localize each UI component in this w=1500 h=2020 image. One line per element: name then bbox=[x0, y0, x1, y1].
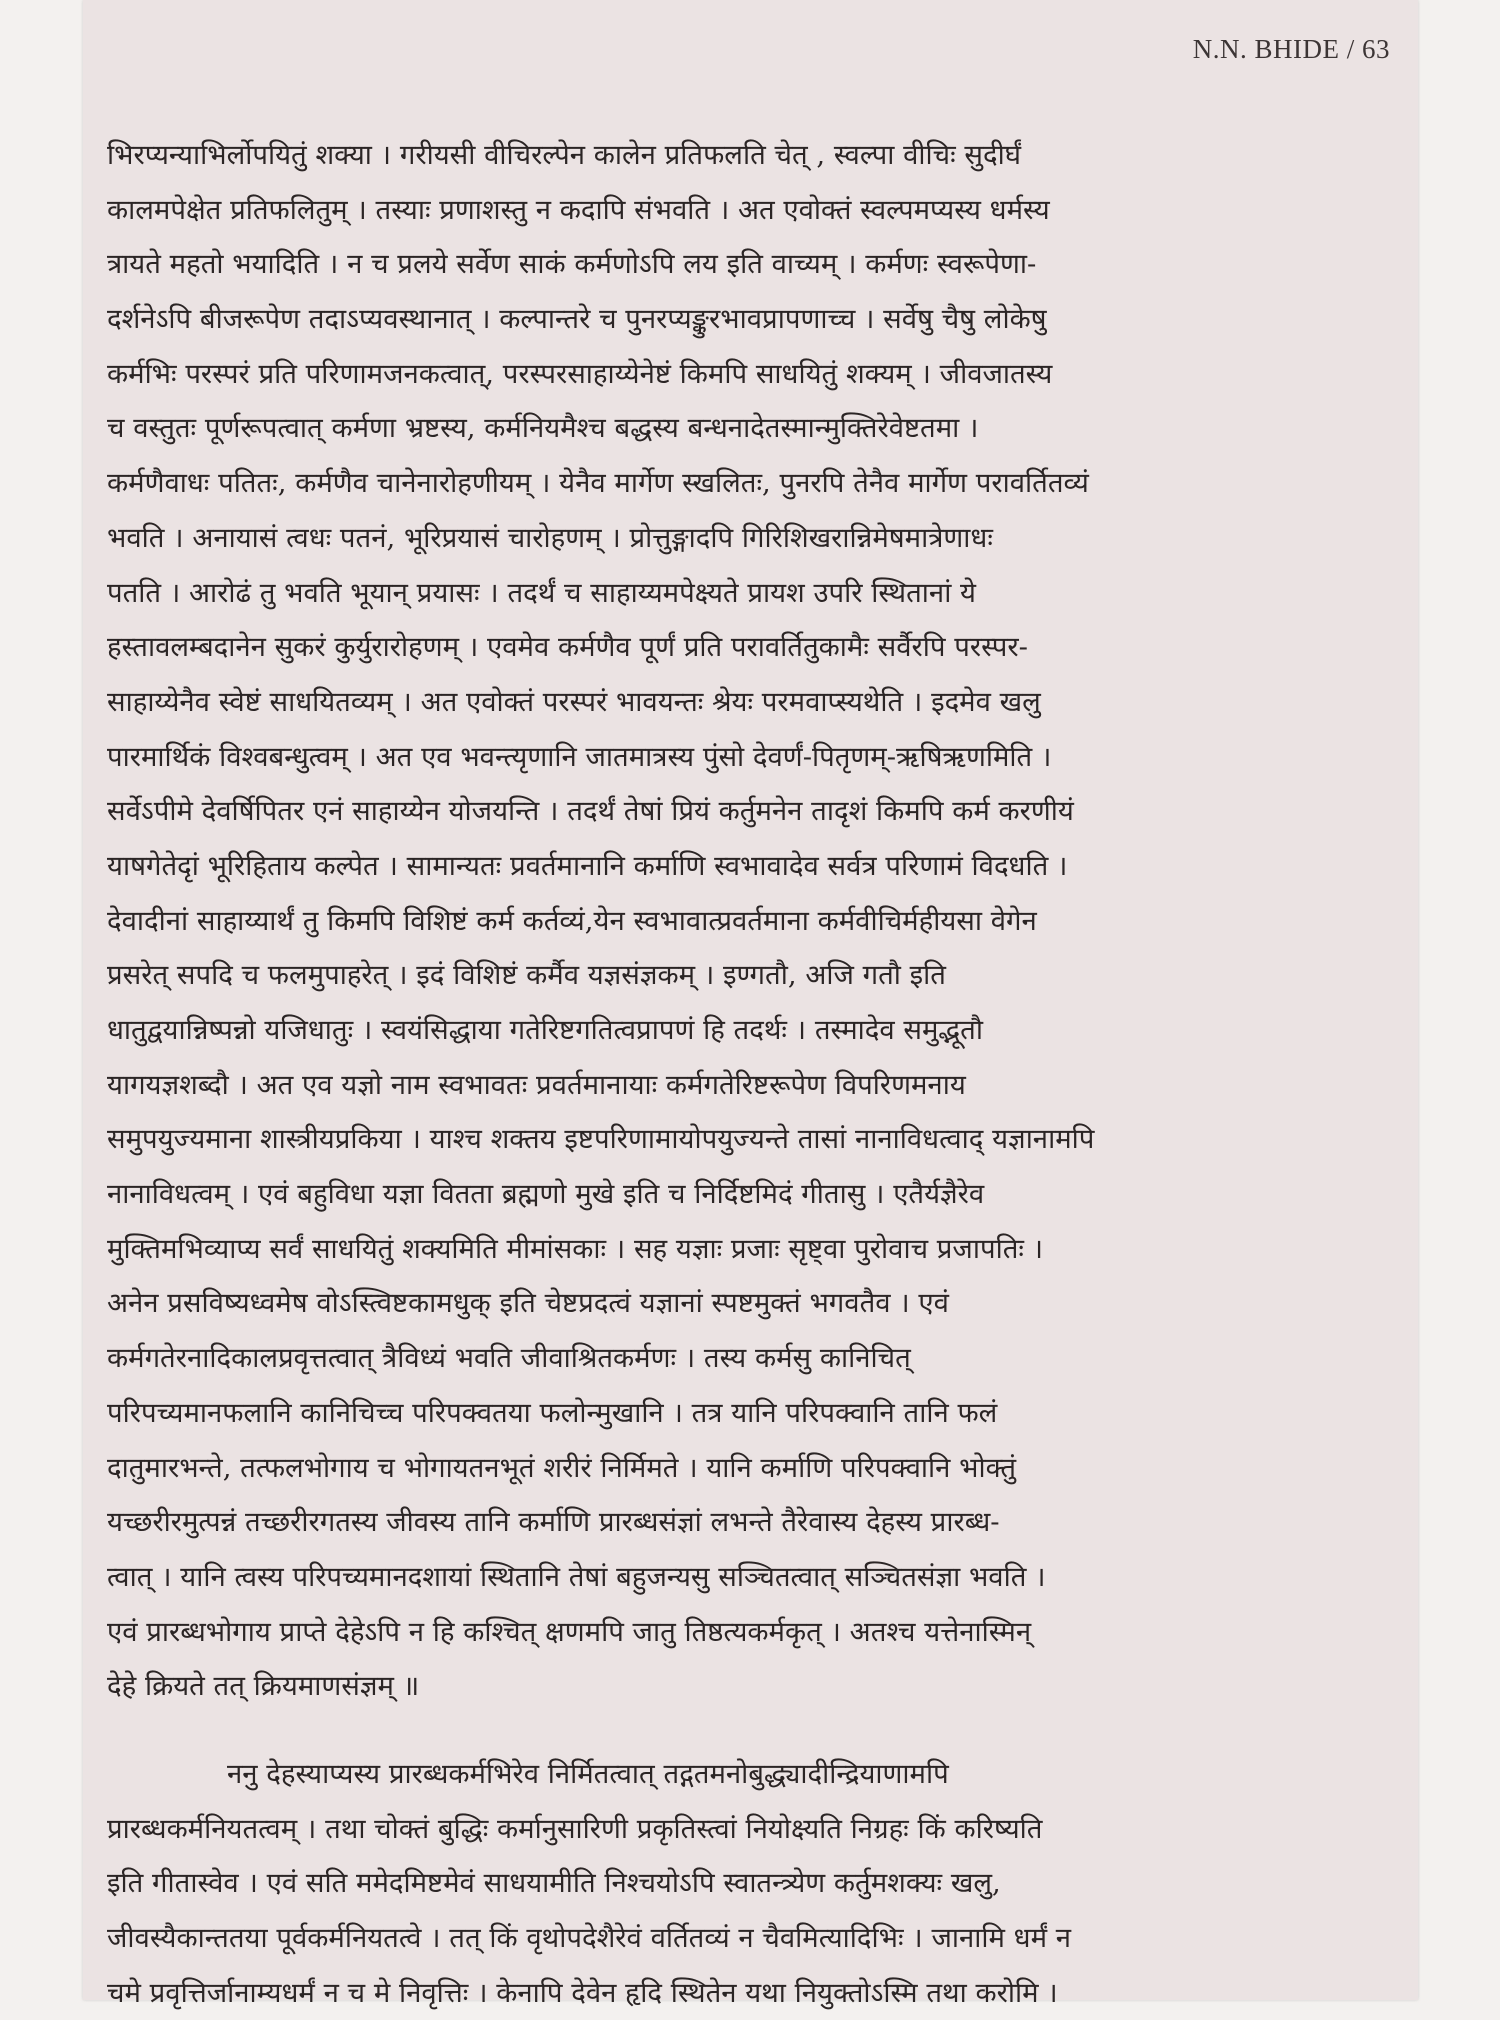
text-line: याषगेतेदृां भूरिहिताय कल्पेत । सामान्यतः प्रवर्तमानानि कर्माणि स्वभावादेव सर्वत्र परिणामं विदधति । bbox=[107, 849, 1068, 882]
text-line: धातुद्वयान्निष्पन्नो यजिधातुः । स्वयंसिद्धाया गतेरिष्टगतित्वप्रापणं हि तदर्थः । तस्मादेव समुद्भूतौ bbox=[107, 1014, 983, 1046]
text-line: यागयज्ञशब्दौ । अत एव यज्ञो नाम स्वभावतः प्रवर्तमानायाः कर्मगतेरिष्टरूपेण विपरिणमनाय bbox=[107, 1068, 966, 1101]
text-line: परिपच्यमानफलानि कानिचिच्च परिपक्वतया फलोन्मुखानि । तत्र यानि परिपक्वानि तानि फलं bbox=[107, 1396, 998, 1429]
text-line: प्रारब्धकर्मनियतत्वम् । तथा चोक्तं बुद्धिः कर्मानुसारिणी प्रकृतिस्त्वां नियोक्ष्यति निग्रहः किं करिष्यति bbox=[107, 1812, 1043, 1845]
page-header: N.N. BHIDE / 63 bbox=[1192, 34, 1390, 64]
text-line: एवं प्रारब्धभोगाय प्राप्ते देहेऽपि न हि कश्चित् क्षणमपि जातु तिष्ठत्यकर्मकृत् । अतश्च यत्तेनास्मिन् bbox=[107, 1615, 1032, 1648]
paragraph-2 bbox=[107, 1747, 1397, 2020]
text-line: मुक्तिमभिव्याप्य सर्वं साधयितुं शक्यमिति मीमांसकाः । सह यज्ञाः प्रजाः सृष्ट्वा पुरोवाच प्रजापतिः । bbox=[107, 1232, 1044, 1265]
text-line: पतति । आरोढं तु भवति भूयान् प्रयासः । तदर्थं च साहाय्यमपेक्ष्यते प्रायश उपरि स्थितानां ये bbox=[107, 576, 977, 609]
text-line: कर्मभिः परस्परं प्रति परिणामजनकत्वात्, परस्परसाहाय्येनेष्टं किमपि साधयितुं शक्यम् । जीवजातस्य bbox=[107, 357, 1053, 390]
text-line: पारमार्थिकं विश्वबन्धुत्वम् । अत एव भवन्त्यृणानि जातमात्रस्य पुंसो देवर्णं-पितृणम्-ऋषिऋणमिति । bbox=[107, 740, 1052, 773]
text-line: समुपयुज्यमाना शास्त्रीयप्रकिया । याश्च शक्तय इष्टपरिणामायोपयुज्यन्ते तासां नानाविधत्वाद् यज्ञानामपि bbox=[107, 1123, 1095, 1156]
text-line: त्रायते महतो भयादिति । न च प्रलये सर्वेण साकं कर्मणोऽपि लय इति वाच्यम् । कर्मणः स्वरूपेणा- bbox=[107, 248, 1037, 281]
text-line: भवति । अनायासं त्वधः पतनं, भूरिप्रयासं चारोहणम् । प्रोत्तुङ्गादपि गिरिशिखरान्निमेषमात्रेणाधः bbox=[107, 521, 993, 554]
book-page bbox=[83, 0, 1418, 2009]
text-line: ननु देहस्याप्यस्य प्रारब्धकर्मभिरेव निर्मितत्वात् तद्गतमनोबुद्ध्यादीन्द्रियाणामपि bbox=[227, 1757, 949, 1790]
text-line: जीवस्यैकान्ततया पूर्वकर्मनियतत्वे । तत् किं वृथोपदेशैरेवं वर्तितव्यं न चैवमित्यादिभिः । जानामि धर्मं न bbox=[107, 1922, 1072, 1954]
text-line: अनेन प्रसविष्यध्वमेष वोऽस्त्विष्टकामधुक् इति चेष्टप्रदत्वं यज्ञानां स्पष्टमुक्तं भगवतैव । एवं bbox=[107, 1287, 949, 1320]
text-line: कर्मगतेरनादिकालप्रवृत्तत्वात् त्रैविध्यं भवति जीवाश्रितकर्मणः । तस्य कर्मसु कानिचित् bbox=[107, 1342, 911, 1375]
paragraph-gap bbox=[107, 1714, 1397, 1747]
text-line: चमे प्रवृत्तिर्जानाम्यधर्मं न च मे निवृत्तिः । केनापि देवेन हृदि स्थितेन यथा नियुक्तोऽस्मि तथा करोमि । bbox=[107, 1976, 1058, 2009]
text-line: देवादीनां साहाय्यार्थं तु किमपि विशिष्टं कर्म कर्तव्यं,येन स्वभावात्प्रवर्तमाना कर्मवीचिर्महीयसा वेगेन bbox=[107, 904, 1037, 937]
text-line: प्रसरेत् सपदि च फलमुपाहरेत् । इदं विशिष्टं कर्मैव यज्ञसंज्ञकम् । इण्गतौ, अजि गतौ इति bbox=[107, 959, 946, 992]
text-line: दर्शनेऽपि बीजरूपेण तदाऽप्यवस्थानात् । कल्पान्तरे च पुनरप्यङ्कुरभावप्रापणाच्च । सर्वेषु चैषु लोकेषु bbox=[107, 303, 1047, 336]
text-line: नानाविधत्वम् । एवं बहुविधा यज्ञा वितता ब्रह्मणो मुखे इति च निर्दिष्टमिदं गीतासु । एतैर्यज्ञैरेव bbox=[107, 1178, 985, 1211]
text-line: देहे क्रियते तत् क्रियमाणसंज्ञम् ॥ bbox=[107, 1670, 420, 1703]
text-line: भिरप्यन्याभिर्लोपयितुं शक्या । गरीयसी वीचिरल्पेन कालेन प्रतिफलति चेत् , स्वल्पा वीचिः सुदीर्घं bbox=[107, 139, 1021, 171]
paragraph-1 bbox=[107, 128, 1397, 1714]
text-line: च वस्तुतः पूर्णरूपत्वात् कर्मणा भ्रष्टस्य, कर्मनियमैश्च बद्धस्य बन्धनादेतस्मान्मुक्तिरेवेष्टतमा । bbox=[107, 412, 979, 445]
text-line: हस्तावलम्बदानेन सुकरं कुर्युरारोहणम् । एवमेव कर्मणैव पूर्णं प्रति परावर्तितुकामैः सर्वैरपि परस्पर- bbox=[107, 631, 1028, 664]
text-line: त्वात् । यानि त्वस्य परिपच्यमानदशायां स्थितानि तेषां बहुजन्यसु सञ्चितत्वात् सञ्चितसंज्ञा भवति । bbox=[107, 1560, 1046, 1593]
text-line: दातुमारभन्ते, तत्फलभोगाय च भोगायतनभूतं शरीरं निर्मिमते । यानि कर्माणि परिपक्वानि भोक्तुं bbox=[107, 1451, 1016, 1484]
text-line: यच्छरीरमुत्पन्नं तच्छरीरगतस्य जीवस्य तानि कर्माणि प्रारब्धसंज्ञां लभन्ते तैरेवास्य देहस्य प्रारब्ध- bbox=[107, 1506, 1000, 1539]
text-line: साहाय्येनैव स्वेष्टं साधयितव्यम् । अत एवोक्तं परस्परं भावयन्तः श्रेयः परमवाप्स्यथेति । इदमेव खलु bbox=[107, 685, 1041, 718]
text-line: कालमपेक्षेत प्रतिफलितुम् । तस्याः प्रणाशस्तु न कदापि संभवति । अत एवोक्तं स्वल्पमप्यस्य धर्मस्य bbox=[107, 193, 1050, 226]
page-body bbox=[107, 128, 1397, 2020]
text-line: सर्वेऽपीमे देवर्षिपितर एनं साहाय्येन योजयन्ति । तदर्थं तेषां प्रियं कर्तुमनेन तादृशं किमपि कर्म करणीयं bbox=[107, 795, 1074, 828]
text-line: इति गीतास्वेव । एवं सति ममेदमिष्टमेवं साधयामीति निश्चयोऽपि स्वातन्त्र्येण कर्तुमशक्यः खलु, bbox=[107, 1867, 1001, 1900]
text-line: कर्मणैवाधः पतितः, कर्मणैव चानेनारोहणीयम् । येनैव मार्गेण स्खलितः, पुनरपि तेनैव मार्गेण परावर्तितव्यं bbox=[107, 467, 1089, 500]
